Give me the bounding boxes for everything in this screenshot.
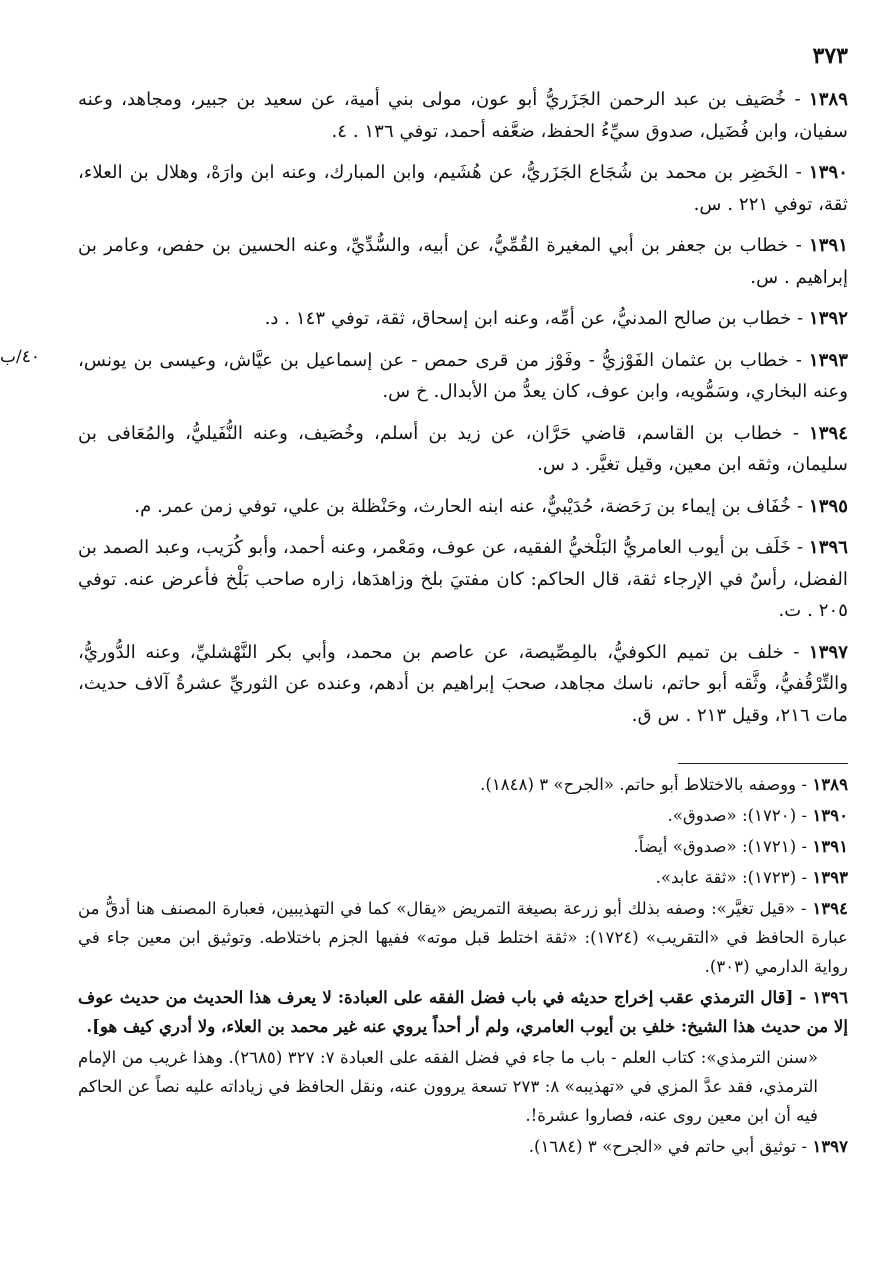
entry-1394: ١٣٩٤ - خطاب بن القاسم، قاضي حَرَّان، عن زيد بن أسلم، وخُصَيف، وعنه النُّفَيليُّ، والمُعَافى بن سليمان، وثقه ابن معين، وقيل تغيَّر. د س. (78, 422, 849, 475)
footnote-number: ١٣٩٦ (812, 987, 848, 1007)
footnote-1391: ١٣٩١ - (١٧٢١): «صدوق» أيضاً. (633, 836, 848, 856)
entry-number: ١٣٩٣ (808, 349, 848, 371)
entry-number: ١٣٩٠ (808, 162, 848, 183)
entry-text: خَلَف بن أيوب العامريُّ البَلْخيُّ الفقيه، عن عوف، ومَعْمر، وعنه أحمد، وأبو كُرَيب، وعبد الصمد بن الفضل، رأسٌ في الإرجاء ثقة، قال الحاكم: كان مفتيَ بلخ وزاهدَها، زاره صاحب بَلْخ فأعرض عنه. توفي ٢٠٥ . ت. (78, 537, 848, 621)
entry-number: ١٣٩٧ (808, 641, 848, 663)
footnote-divider (678, 763, 848, 764)
entry-1389: ١٣٨٩ - خُصَيف بن عبد الرحمن الجَزَريُّ أبو عون، مولى بني أمية، عن سعيد بن جبير، ومجاهد، وعنه سفيان، وابن فُضَيل، صدوق سيِّءُ الحفظ، ضعَّفه أحمد، توفي ١٣٦ . ٤. (78, 89, 848, 142)
entry-1392: ١٣٩٢ - خطاب بن صالح المدنيُّ، عن أمِّه، وعنه ابن إسحاق، ثقة، توفي ١٤٣ . د. (264, 308, 848, 329)
entry-text: خطاب بن القاسم، قاضي حَرَّان، عن زيد بن أسلم، وخُصَيف، وعنه النُّفَيليُّ، والمُعَافى بن سليمان، وثقه ابن معين، وقيل تغيَّر. د س. (78, 422, 848, 475)
entry-1393: ١٣٩٣ - خطاب بن عثمان الفَوْزيُّ - وفَوْز من قرى حمص - عن إسماعيل بن عيَّاش، وعيسى بن يونس، وعنه البخاري، وسَمُّويه، وابن عوف، كان يعدُّ من الأبدال. خ س. (78, 349, 848, 402)
footnote-1396: ١٣٩٦ - [قال الترمذي عقب إخراج حديثه في باب فضل الفقه على العبادة: لا يعرف هذا الحديث من حديث عوف إلا من حديث هذا الشيخ: خلفِ بن أيوب العامري، ولم أر أحداً يروي عنه غير محمد بن العلاء، ولا أدري كيف هو]. (78, 987, 848, 1036)
page-number: ٣٧٣ (812, 43, 848, 69)
footnote-text: (١٧٢٠): «صدوق». (667, 806, 797, 825)
footnote-1394: ١٣٩٤ - «قيل تغيَّر»: وصفه بذلك أبو زرعة بصيغة التمريض «يقال» كما في التهذيبين، فعبارة المصنف هنا أدقُّ من عبارة الحافظ في «التقريب» (١٧٢٤): «ثقة اختلط قبل موته» ففيها الجزم باختلاطه. وتوثيق ابن معين جاء في رواية الدارمي (٣٠٣). (78, 898, 849, 976)
margin-note: ٤٠/ب (0, 347, 40, 367)
entry-1395: ١٣٩٥ - خُفَاف بن إيماء بن رَحَضة، حُدَيْبيٌّ، عنه ابنه الحارث، وحَنْظلة بن علي، توفي زمن عمر. م. (134, 495, 848, 517)
entry-text: خطاب بن صالح المدنيُّ، عن أمِّه، وعنه ابن إسحاق، ثقة، توفي ١٤٣ . د. (264, 308, 792, 329)
footnote-text: توثيق أبي حاتم في «الجرح» ٣ (١٦٨٤). (528, 1137, 797, 1156)
footnote-1389: ١٣٨٩ - ووصفه بالاختلاط أبو حاتم. «الجرح» ٣ (١٨٤٨). (480, 774, 848, 794)
entry-number: ١٣٨٩ (808, 89, 848, 110)
entry-1397: ١٣٩٧ - خلف بن تميم الكوفيُّ، بالمِصِّيصة، عن عاصم بن محمد، وأبي بكر النَّهْشليِّ، وعنه الدُّوريُّ، والتِّرْقُفيُّ، وثَّقه أبو حاتم، ناسك مجاهد، صحبَ إبراهيم بن أدهم، وعنده عن الثوريِّ عشرةُ آلاف حديث، مات ٢١٦، وقيل ٢١٣ . س ق. (78, 641, 848, 726)
footnote-number: ١٣٩٣ (812, 867, 848, 887)
entry-1391: ١٣٩١ - خطاب بن جعفر بن أبي المغيرة القُمِّيُّ، عن أبيه، والسُّدِّيِّ، وعنه الحسين بن حفص، وعامر بن إبراهيم . س. (78, 235, 849, 288)
footnote-text: «سنن الترمذي»: كتاب العلم - باب ما جاء في فضل الفقه على العبادة ٧: ٣٢٧ (٢٦٨٥). وهذا غريب من الإمام الترمذي، فقد عدَّ المزي في «تهذيبه» ٨: ٢٧٣ تسعة يروون عنه، ونقل الحافظ في زياداته عليه نصاً عن الحاكم فيه أن ابن معين روى عنه، فصاروا عشرة!. (78, 1048, 818, 1125)
entry-text: خُصَيف بن عبد الرحمن الجَزَريُّ أبو عون، مولى بني أمية، عن سعيد بن جبير، ومجاهد، وعنه سفيان، وابن فُضَيل، صدوق سيِّءُ الحفظ، ضعَّفه أحمد، توفي ١٣٦ . ٤. (78, 89, 848, 142)
footnotes (78, 770, 848, 1163)
entry-1390: ١٣٩٠ - الخَضِر بن محمد بن شُجَاع الجَزَريُّ، عن هُشَيم، وابن المبارك، وعنه ابن وارَهْ، وهلال بن العلاء، ثقة، توفي ٢٢١ . س. (78, 162, 848, 215)
entry-number: ١٣٩١ (808, 235, 849, 256)
entry-1396: ١٣٩٦ - خَلَف بن أيوب العامريُّ البَلْخيُّ الفقيه، عن عوف، ومَعْمر، وعنه أحمد، وأبو كُرَيب، وعبد الصمد بن الفضل، رأسٌ في الإرجاء ثقة، قال الحاكم: كان مفتيَ بلخ وزاهدَها، زاره صاحب بَلْخ فأعرض عنه. توفي ٢٠٥ . ت. (78, 537, 848, 621)
entry-number: ١٣٩٦ (808, 537, 848, 558)
footnote-number: ١٣٨٩ (812, 774, 848, 794)
entry-number: ١٣٩٤ (808, 422, 849, 444)
entry-number: ١٣٩٢ (808, 308, 848, 329)
entry-text: الخَضِر بن محمد بن شُجَاع الجَزَريُّ، عن هُشَيم، وابن المبارك، وعنه ابن وارَهْ، وهلال بن العلاء، ثقة، توفي ٢٢١ . س. (78, 162, 848, 215)
entry-text: خطاب بن عثمان الفَوْزيُّ - وفَوْز من قرى حمص - عن إسماعيل بن عيَّاش، وعيسى بن يونس، وعنه البخاري، وسَمُّويه، وابن عوف، كان يعدُّ من الأبدال. خ س. (78, 349, 848, 402)
footnote-text: [قال الترمذي عقب إخراج حديثه في باب فضل الفقه على العبادة: لا يعرف هذا الحديث من حديث عوف إلا من حديث هذا الشيخ: خلفِ بن أيوب العامري، ولم أر أحداً يروي عنه غير محمد بن العلاء، ولا أدري كيف هو]. (78, 987, 848, 1036)
footnote-number: ١٣٩١ (812, 836, 848, 856)
footnote-number: ١٣٩٠ (812, 805, 848, 825)
footnote-text: «قيل تغيَّر»: وصفه بذلك أبو زرعة بصيغة التمريض «يقال» كما في التهذيبين، فعبارة المصنف هنا أدقُّ من عبارة الحافظ في «التقريب» (١٧٢٤): «ثقة اختلط قبل موته» ففيها الجزم باختلاطه. وتوثيق ابن معين جاء في رواية الدارمي (٣٠٣). (78, 899, 848, 976)
footnote-text: (١٧٢١): «صدوق» أيضاً. (633, 837, 797, 856)
footnote-1393: ١٣٩٣ - (١٧٢٣): «ثقة عابد». (655, 867, 848, 887)
entry-text: خلف بن تميم الكوفيُّ، بالمِصِّيصة، عن عاصم بن محمد، وأبي بكر النَّهْشليِّ، وعنه الدُّوريُّ، والتِّرْقُفيُّ، وثَّقه أبو حاتم، ناسك مجاهد، صحبَ إبراهيم بن أدهم، وعنده عن الثوريِّ عشرةُ آلاف حديث، مات ٢١٦، وقيل ٢١٣ . س ق. (78, 641, 848, 726)
entry-number: ١٣٩٥ (808, 495, 848, 517)
footnote-text: ووصفه بالاختلاط أبو حاتم. «الجرح» ٣ (١٨٤٨). (480, 775, 797, 794)
footnote-1397: ١٣٩٧ - توثيق أبي حاتم في «الجرح» ٣ (١٦٨٤). (528, 1136, 848, 1156)
footnote-1390: ١٣٩٠ - (١٧٢٠): «صدوق». (667, 805, 848, 825)
footnote-1396-continuation (78, 1043, 848, 1130)
entry-text: خُفَاف بن إيماء بن رَحَضة، حُدَيْبيٌّ، عنه ابنه الحارث، وحَنْظلة بن علي، توفي زمن عمر. م. (134, 495, 792, 517)
footnote-number: ١٣٩٧ (812, 1136, 848, 1156)
entry-text: خطاب بن جعفر بن أبي المغيرة القُمِّيُّ، عن أبيه، والسُّدِّيِّ، وعنه الحسين بن حفص، وعامر بن إبراهيم . س. (78, 235, 848, 288)
footnote-text: (١٧٢٣): «ثقة عابد». (655, 868, 797, 887)
footnote-number: ١٣٩٤ (812, 898, 849, 918)
biography-entries (78, 84, 848, 741)
